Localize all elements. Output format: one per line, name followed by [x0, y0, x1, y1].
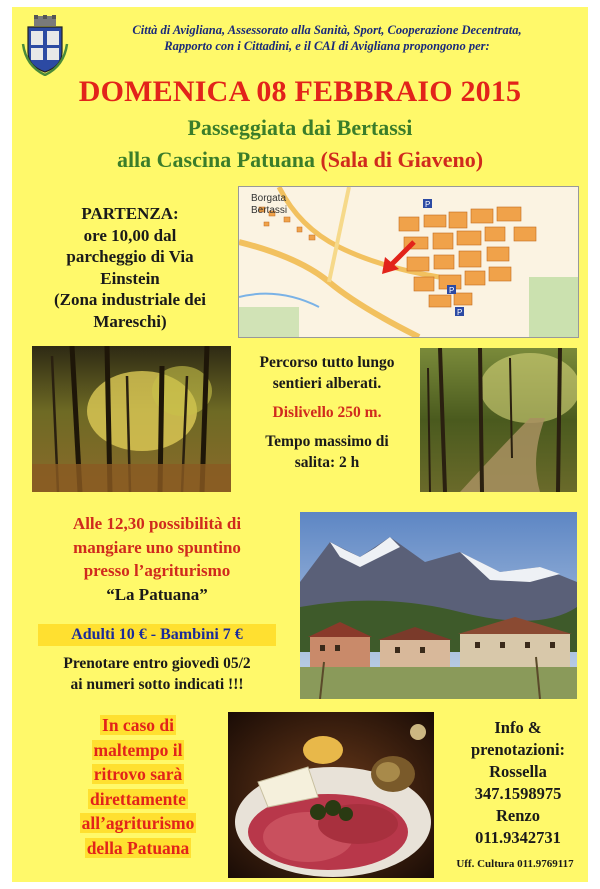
contact-phone-rossella: 347.1598975	[474, 784, 562, 803]
map-label-borgata: Borgata	[251, 193, 287, 204]
bad-weather-line-3: ritrovo sarà	[93, 764, 183, 784]
route-description-1: Percorso tutto lungo	[259, 354, 395, 371]
destination-location: (Sala di Giaveno)	[320, 147, 484, 172]
lunch-time: Alle 12,30	[72, 514, 145, 533]
max-time-1: Tempo massimo di	[265, 433, 389, 450]
lunch-line-2: mangiare uno spuntino	[73, 537, 241, 557]
city-crest-icon	[20, 14, 70, 76]
svg-text:P: P	[425, 200, 431, 209]
departure-time: ore 10,00 dal	[83, 225, 177, 245]
booking-deadline: Prenotare entro giovedì 05/2	[63, 655, 251, 672]
bad-weather-line-5: all’agriturismo	[81, 813, 195, 833]
bad-weather-line-6: della Patuana	[86, 837, 190, 858]
route-description-2: sentieri alberati.	[272, 375, 382, 392]
contact-name-renzo: Renzo	[496, 806, 540, 825]
intro-line-2: Rapporto con i Cittadini, e il CAI di Avigliana propongono per:	[164, 39, 490, 53]
forest-photo-left	[32, 346, 231, 492]
lunch-line-1	[22, 512, 292, 536]
departure-place-2: Einstein	[100, 268, 160, 288]
booking-note	[22, 653, 292, 695]
event-date: DOMENICA 08 FEBBRAIO 2015	[78, 75, 522, 108]
lunch-info	[22, 512, 292, 606]
agriturismo-name: “La Patuana”	[106, 584, 208, 604]
bad-weather-line-2: maltempo il	[93, 739, 183, 760]
elevation-gain: Dislivello 250 m.	[272, 404, 382, 421]
route-info	[238, 352, 416, 473]
contact-phone-renzo: 011.9342731	[475, 828, 561, 847]
departure-label: PARTENZA:	[81, 204, 179, 223]
intro-line-1: Città di Avigliana, Assessorato alla Sanità, Sport, Cooperazione Decentrata,	[132, 23, 522, 37]
max-time-2: salita: 2 h	[294, 454, 360, 471]
lunch-line-3: presso l’agriturismo	[83, 561, 231, 580]
food-platter-photo	[228, 712, 434, 878]
departure-place-1: parcheggio di Via	[66, 247, 194, 266]
contact-title-1: Info &	[494, 718, 542, 737]
office-phone: Uff. Cultura 011.9769117	[456, 858, 574, 870]
price-badge: Adulti 10 € - Bambini 7 €	[38, 624, 276, 646]
booking-numbers-note: ai numeri sotto indicati !!!	[70, 676, 244, 693]
svg-text:P: P	[449, 286, 455, 295]
forest-photo-right	[420, 348, 577, 492]
intro-text	[76, 22, 578, 54]
departure-zone-2: Mareschi)	[93, 311, 167, 331]
destination-name: alla Cascina Patuana	[116, 147, 315, 172]
bad-weather-line-1: In caso di	[102, 715, 174, 735]
bad-weather-notice	[56, 713, 220, 860]
departure-zone-1: (Zona industriale dei	[53, 290, 207, 309]
village-mountain-photo	[300, 512, 577, 699]
contact-name-rossella: Rossella	[489, 762, 547, 781]
map-graphic	[239, 187, 578, 337]
event-subtitle	[30, 147, 570, 173]
event-title: Passeggiata dai Bertassi	[187, 115, 413, 140]
svg-text:P: P	[457, 308, 463, 317]
map-label-bertassi: Bertassi	[251, 205, 288, 216]
route-map	[238, 186, 579, 338]
bad-weather-line-4: direttamente	[90, 788, 186, 809]
departure-info	[30, 203, 230, 332]
lunch-possibility: possibilità di	[148, 514, 242, 533]
contact-title-2: prenotazioni:	[470, 740, 566, 759]
contact-info	[446, 717, 590, 849]
